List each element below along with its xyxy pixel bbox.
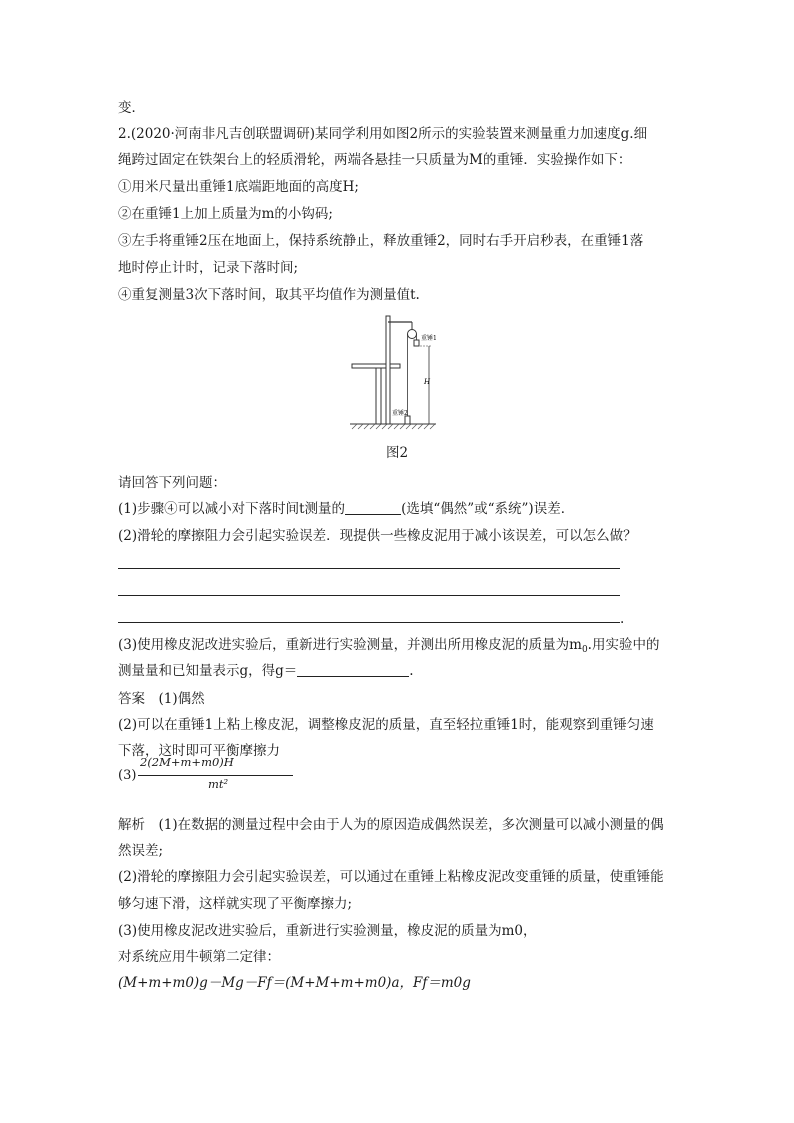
table-leg	[376, 368, 381, 424]
question-3-text: (3)使用橡皮泥改进实验后，重新进行实验测量，并测出所用橡皮泥的质量为m	[118, 637, 582, 653]
fraction-bar	[138, 775, 293, 776]
weight-2	[405, 416, 410, 424]
stand-rod	[386, 316, 390, 424]
table-top	[352, 364, 400, 368]
analysis-1-cont: 然误差;	[118, 843, 164, 859]
question-2: (2)滑轮的摩擦阻力会引起实验误差．现提供一些橡皮泥用于减小该误差，可以怎么做？	[118, 528, 637, 544]
question-2-header: 2.(2020·河南非凡吉创联盟调研)某同学利用如图2所示的实验装置来测量重力加速度g.细	[118, 126, 648, 142]
question-3b-end: .	[409, 663, 414, 679]
answer-blank-1[interactable]	[345, 500, 401, 515]
figure-caption: 图2	[386, 445, 409, 461]
subscript: 0	[581, 645, 588, 655]
answer-line-1[interactable]	[118, 568, 620, 569]
ground-hatching	[352, 424, 435, 429]
answer-blank-3[interactable]	[297, 662, 409, 677]
answer-3-prefix: (3)	[118, 768, 137, 783]
formula-denominator: mt²	[208, 777, 229, 791]
analysis-3-law: 对系统应用牛顿第二定律：	[118, 949, 280, 965]
question-1	[118, 500, 574, 518]
weight-1-label: 重锤1	[421, 335, 437, 342]
analysis-3: (3)使用橡皮泥改进实验后，重新进行实验测量，橡皮泥的质量为m0，	[118, 923, 537, 939]
question-3-cont	[118, 662, 414, 680]
question-3b-text: 测量量和已知量表示g，得g＝	[118, 663, 298, 679]
answer-1: 答案 (1)偶然	[118, 691, 205, 707]
question-1-text: (1)步骤④可以减小对下落时间t测量的	[118, 501, 346, 517]
answer-2-cont: 下落，这时即可平衡摩擦力	[118, 743, 280, 759]
weight-2-label: 重锤2	[392, 410, 408, 417]
step-3: ③左手将重锤2压在地面上，保持系统静止，释放重锤2，同时右手开启秒表，在重锤1落	[118, 233, 644, 249]
question-3	[118, 636, 659, 659]
text-line: 变．	[118, 100, 145, 116]
analysis-1: 解析 (1)在数据的测量过程中会由于人为的原因造成偶然误差，多次测量可以减小测量的偶	[118, 817, 664, 833]
formula-numerator: 2(2M+m+m0)H	[140, 755, 234, 769]
step-2: ②在重锤1上加上质量为m的小钩码;	[118, 206, 333, 222]
answer-line-3[interactable]	[118, 622, 620, 623]
answer-line-2[interactable]	[118, 595, 620, 596]
period-mark: .	[620, 611, 625, 627]
step-1: ①用米尺量出重锤1底端距地面的高度H;	[118, 179, 359, 195]
step-3-cont: 地时停止计时，记录下落时间;	[118, 260, 299, 276]
answer-3-formula	[118, 755, 234, 791]
analysis-2-cont: 够匀速下滑，这样就实现了平衡摩擦力;	[118, 896, 353, 912]
analysis-2: (2)滑轮的摩擦阻力会引起实验误差，可以通过在重锤上粘橡皮泥改变重锤的质量，使重锤能	[118, 869, 664, 885]
pulley	[408, 330, 417, 339]
step-4: ④重复测量3次下落时间，取其平均值作为测量值t.	[118, 287, 420, 303]
weight-1	[414, 340, 419, 346]
height-label: H	[424, 378, 431, 386]
text-line: 绳跨过固定在铁架台上的轻质滑轮，两端各悬挂一只质量为M的重锤．实验操作如下：	[118, 152, 632, 168]
analysis-equation: (M+m+m0)g－Mg－Ff＝(M+M+m+m0)a，Ff＝m0g	[118, 975, 471, 991]
question-1-text-end: (选填“偶然”或“系统”)误差．	[401, 501, 575, 517]
questions-intro: 请回答下列问题：	[118, 475, 226, 491]
question-3-text-end: .用实验中的	[587, 637, 660, 653]
answer-2: (2)可以在重锤1上粘上橡皮泥，调整橡皮泥的质量，直至轻拉重锤1时，能观察到重锤匀速	[118, 717, 654, 733]
apparatus-figure	[348, 312, 438, 437]
